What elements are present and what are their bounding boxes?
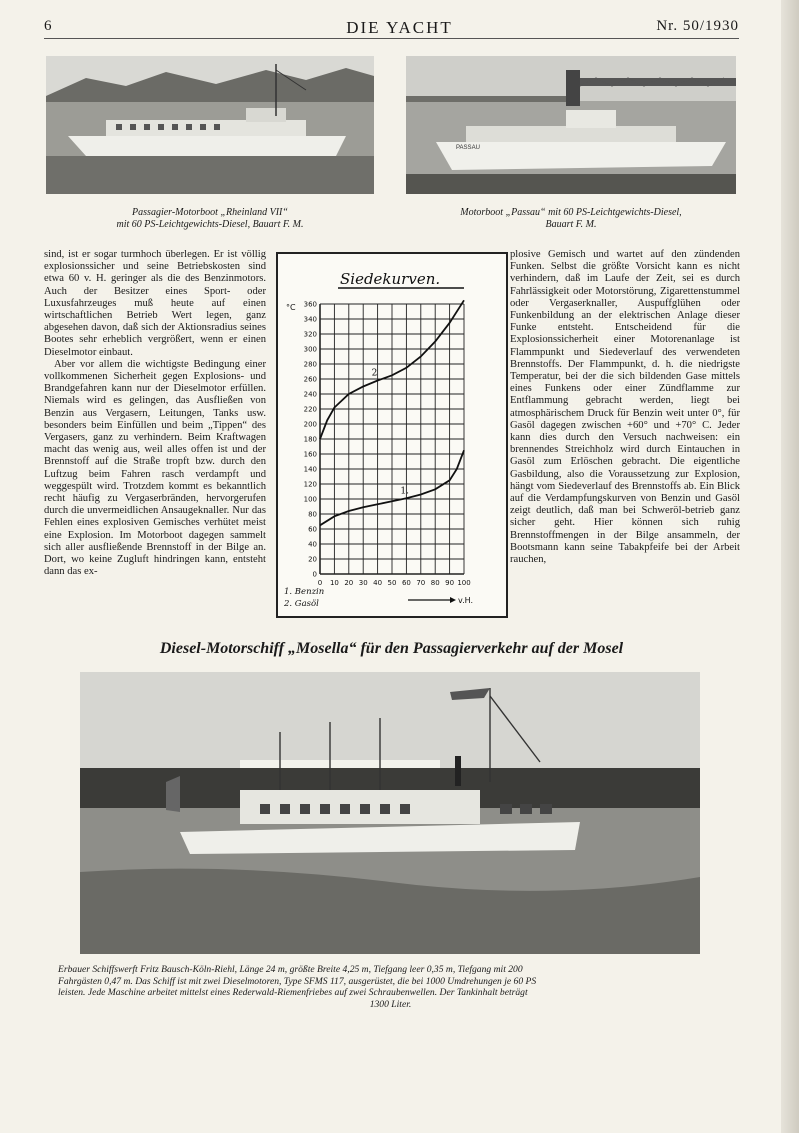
y-tick-label: 180	[303, 435, 317, 444]
page-number: 6	[44, 18, 53, 34]
gasoel-curve-label: 2	[371, 368, 378, 379]
y-tick-label: 360	[303, 300, 317, 309]
mosella-caption-line3: leisten. Jede Maschine arbeitet mittelst eines Rederwald-Riemenfriebes auf zwei Schraubenwellen. Der Tankinhalt beträgt	[58, 987, 528, 998]
caption-passau	[406, 207, 736, 231]
x-axis-arrowhead	[450, 597, 456, 603]
y-tick-label: 80	[308, 510, 317, 519]
mosella-caption-line2: Fahrgästen 0,47 m. Das Schiff ist mit zwei Dieselmotoren, Type SFMS 117, ausgerüstet, die bei 1000 Umdrehungen je 60 PS	[58, 975, 537, 987]
chart-title: Siedekurven.	[340, 270, 441, 288]
page-edge-shadow	[781, 0, 799, 1133]
x-tick-label: 10	[329, 579, 339, 587]
x-tick-label: 70	[416, 579, 426, 587]
legend-entry: 1. Benzin	[284, 587, 325, 597]
y-tick-label: 280	[303, 360, 317, 369]
journal-title: DIE YACHT	[346, 18, 453, 37]
y-tick-label: 340	[303, 315, 317, 324]
y-tick-label: 200	[303, 420, 317, 429]
x-tick-label: 30	[358, 579, 368, 587]
mosella-caption	[58, 964, 723, 1010]
mosella-caption-line4: 1300 Liter.	[369, 998, 412, 1010]
y-tick-label: 260	[303, 375, 317, 384]
y-tick-label: 240	[303, 390, 317, 399]
y-tick-label: 140	[303, 465, 317, 474]
left-paragraph-1: sind, ist er sogar turmhoch überlegen. Er ist völlig explosionssicher und seine Betriebskosten sind etwa 60 v. H. geringer als die des Benzinmotors. Auch der Besitzer eines Sport- oder Luxusfahrzeuges muß heute auf einen wirtschaftlichen Betrieb Wert legen, ganz abgesehen davon, daß sich der Aktionsradius seines Bootes sehr erheblich vergrößert, wenn er einen Dieselmotor einbaut.	[44, 249, 266, 358]
x-tick-label: 100	[457, 579, 471, 587]
y-tick-label: 60	[308, 525, 317, 534]
legend-entry: 2. Gasöl	[284, 599, 319, 609]
y-axis-label: °C	[286, 303, 296, 312]
mosella-headline: Diesel-Motorschiff „Mosella“ für den Passagierverkehr auf der Mosel	[159, 640, 624, 657]
y-tick-label: 160	[303, 450, 317, 459]
siedekurven-chart	[276, 252, 508, 618]
x-tick-label: 60	[401, 579, 411, 587]
caption-rheinland-line1: Passagier-Motorboot „Rheinland VII“	[132, 207, 288, 218]
boat-name-passau: PASSAU	[456, 145, 480, 151]
y-tick-label: 220	[303, 405, 317, 414]
x-tick-label: 0	[317, 579, 323, 587]
photo-passau	[406, 56, 736, 194]
x-tick-label: 50	[387, 579, 397, 587]
x-tick-label: 20	[344, 579, 354, 587]
header-rule	[44, 38, 739, 39]
x-tick-label: 90	[445, 579, 455, 587]
x-axis-label: v.H.	[458, 596, 474, 605]
y-tick-label: 300	[303, 345, 317, 354]
caption-passau-line2: Bauart F. M.	[545, 219, 597, 230]
y-tick-label: 40	[308, 540, 317, 549]
left-paragraph-2: Aber vor allem die wichtigste Bedingung einer vollkommenen Sicherheit gegen Explosions- und Brandgefahren kann nur der Dieselmotor erfüllen. Niemals wird es gelingen, das Ausfließen von Benzin aus Vergasern, Leitungen, Tanks usw. besonders beim Einfüllen und beim „Tippen“ des Vergasers, ganz zu verhindern. Beim Kraftwagen macht das wenig aus, weil alles offen ist und der Brennstoff auf die Straße tropft bzw. durch den Luftzug beim Fahren rasch verdampft und weggespült wird. Trotzdem kommt es bekanntlich recht häufig zu Vergaserbränden, hervorgerufen durch die unvermeidlichen Ansaugeknaller. Nur das Fehlen eines explosiven Gemisches verhütet meist eine Explosion. Im Motorboot dagegen sammelt sich aller ausfließende Brennstoff in der Bilge an. Dort, wo keine Zugluft hindringen kann, entsteht dann das ex-	[44, 358, 266, 578]
right-text-column	[510, 249, 740, 566]
photo-rheinland-vii	[46, 56, 374, 194]
caption-rheinland	[46, 207, 374, 231]
y-tick-label: 20	[308, 555, 317, 564]
y-tick-label: 320	[303, 330, 317, 339]
x-tick-label: 40	[373, 579, 383, 587]
caption-passau-line1: Motorboot „Passau“ mit 60 PS-Leichtgewichts-Diesel,	[460, 207, 682, 218]
issue-number: Nr. 50/1930	[656, 18, 739, 34]
right-paragraph-1: plosive Gemisch und wartet auf den zündenden Funken. Selbst die größte Vorsicht kann es nicht verhindern, daß im Laufe der Zeit, sei es durch Fahrlässigkeit oder Motorstörung, Zigarettenstummel oder Vergaserknaller, Auspuffglühen oder Funkenbildung an der elektrischen Anlage dieser Funke entsteht. Entscheidend für die Explosionssicherheit einer Motorenanlage ist Flammpunkt und Siedeverlauf des verwendeten Brennstoffs. Der Flammpunkt, d. h. die niedrigste Temperatur, bei der die sich bildenden Gase mittels eines Funkens oder einer Zündflamme zur Entflammung gebracht werden, liegt bei atmosphärischem Druck für Benzin weit unter 0°, für Gasöl dagegen zwischen +60° und +70° C. Jeder kann dies durch den Versuch nachweisen: ein brennendes Streichholz wird durch Eintauchen in Gasöl zum Erlöschen gebracht. Die eigentliche Gasbildung, also die Voraussetzung zur Explosion, hängt vom Siedeverlauf des Brennstoffs ab. Ein Blick auf die Verdampfungskurven von Benzin und Gasöl zeigt deutlich, daß man bei Schweröl-betrieb ganz sicher geht. Hier können sich ruhig Brennstoffmengen in der Bilge ansammeln, der Bootsmann kann seine Tabakpfeife bei der Arbeit rauchen,	[510, 249, 740, 566]
photo-mosella	[80, 672, 700, 954]
chart-svg	[278, 254, 506, 616]
benzin-curve-label: 1.	[400, 486, 409, 497]
x-tick-label: 80	[430, 579, 440, 587]
left-text-column	[44, 249, 266, 578]
mosella-caption-line1: Erbauer Schiffswerft Fritz Bausch-Köln-Riehl, Länge 24 m, größte Breite 4,25 m, Tiefgang leer 0,35 m, Tiefgang mit 200	[58, 964, 523, 975]
caption-rheinland-line2: mit 60 PS-Leichtgewichts-Diesel, Bauart F. M.	[116, 219, 304, 230]
y-tick-label: 100	[303, 495, 317, 504]
y-tick-label: 0	[312, 570, 317, 579]
y-tick-label: 120	[303, 480, 317, 489]
